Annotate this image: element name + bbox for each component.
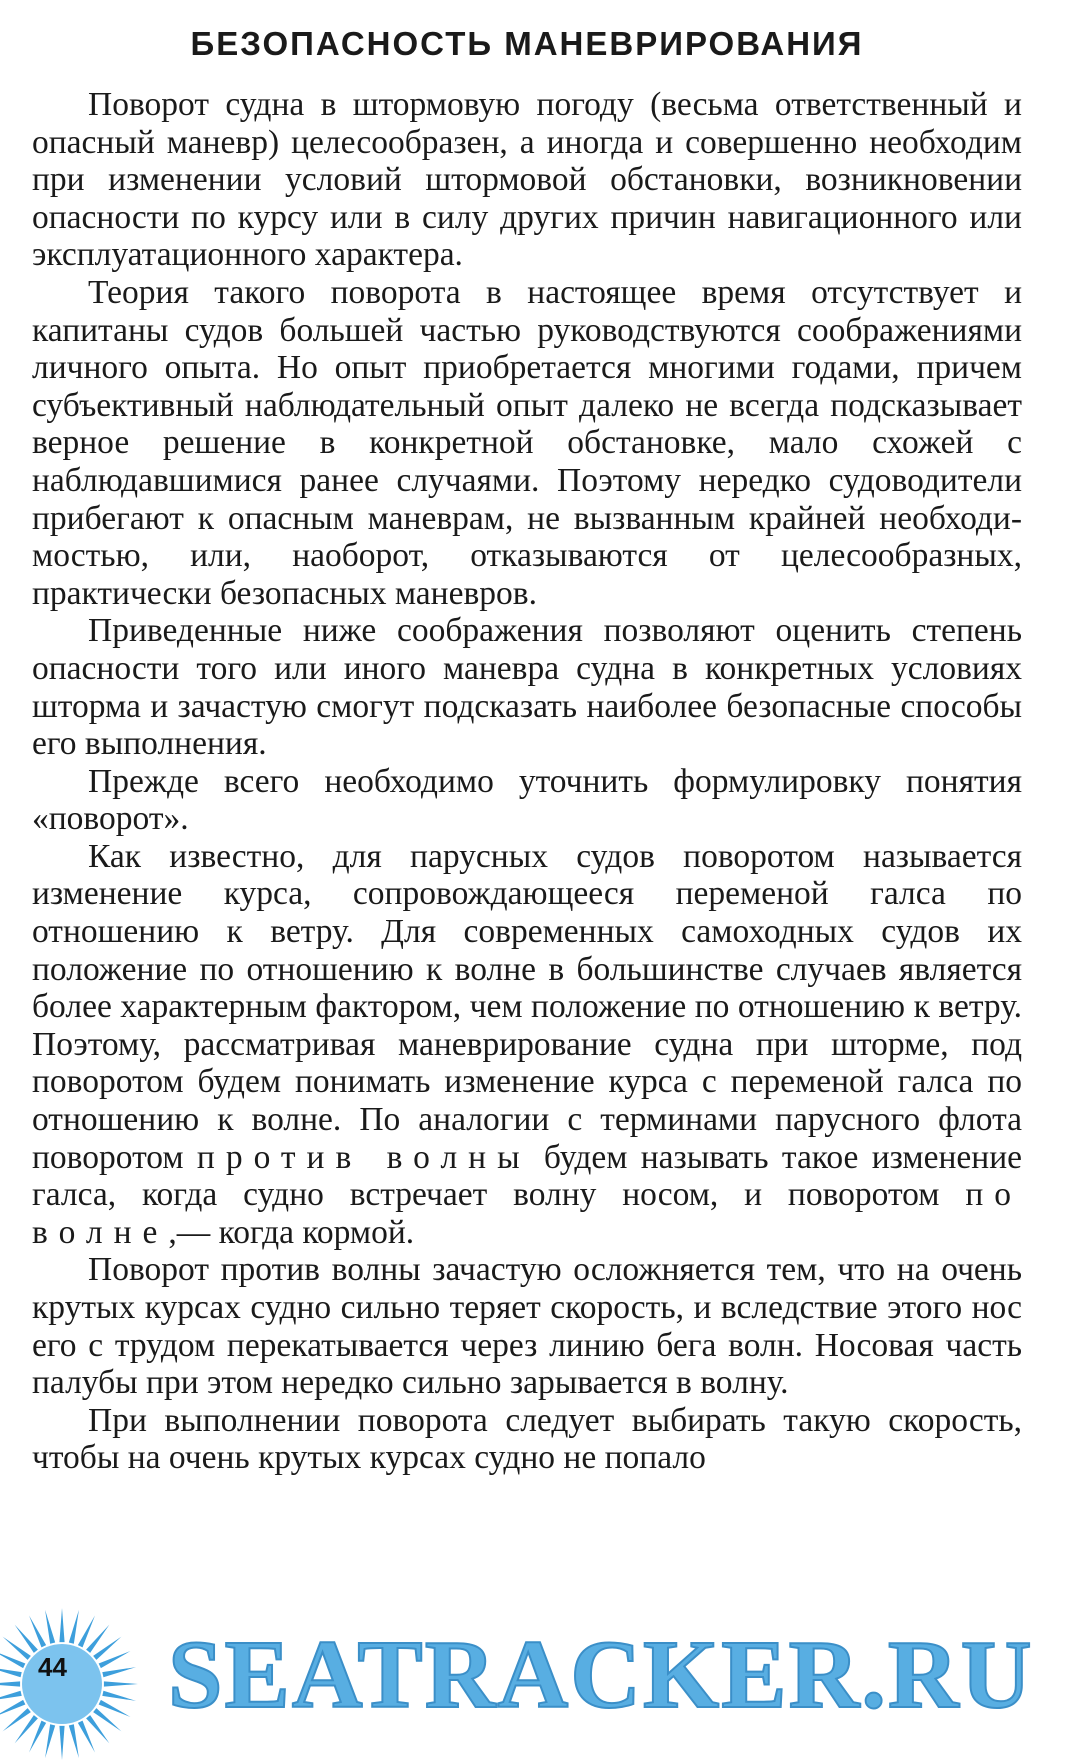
page-heading: БЕЗОПАСНОСТЬ МАНЕВРИРОВАНИЯ <box>190 25 864 62</box>
paragraph-5-part-c: ,— когда кормой. <box>168 1213 415 1251</box>
paragraph-5-part-a: Как известно, для парусных судов поворотом называется изменение курса, сопровождающееся переменой галса по отношению к ветру. Для современных самоходных судов их положение по отношению к волне в большинстве случаев является более характерным фактором, чем положение по отношению к ветру. Поэтому, рассматривая маневрирование судна при шторме, под поворотом будем понимать изменение курса с переменой галса по отношению к волне. По аналогии с терминами парусного флота поворотом <box>32 837 1022 1176</box>
watermark-logo: SEATRACKER.RU <box>168 1621 1034 1729</box>
paragraph-1: Поворот судна в штормовую погоду (весьма ответственный и опасный маневр) целесообразен, а иногда и совершенно необходим при изменении условий штормовой обстановки, возникновении опасности по курсу или в силу других причин навигационного или эксплуатационного характера. <box>32 86 1022 274</box>
page-number: 44 <box>38 1652 67 1682</box>
paragraph-6: Поворот против волны зачастую осложняется тем, что на очень крутых курсах судно сильно теряет скорость, и вследствие этого нос его с трудом перекатывается через линию бега волн. Носовая часть палубы при этом нередко сильно зарывается в волну. <box>32 1251 1022 1402</box>
paragraph-4: Прежде всего необходимо уточнить формулировку понятия «поворот». <box>32 762 1022 838</box>
body-text <box>32 86 1022 1477</box>
paragraph-5 <box>32 838 1022 1252</box>
sun-logo-icon <box>0 1604 160 1764</box>
footer <box>0 1604 1080 1764</box>
paragraph-5-part-b: будем называть такое изменение галса, когда судно встречает волну носом, и поворотом <box>32 1138 1022 1214</box>
paragraph-7: При выполнении поворота следует выбирать такую скорость, чтобы на очень крутых курсах судно не попало <box>32 1401 1022 1477</box>
page <box>32 20 1022 1477</box>
term-against-wave: против волны <box>196 1138 531 1176</box>
paragraph-3: Приведенные ниже соображения позволяют оценить степень опасности того или иного маневра судна в конкретных условиях шторма и зачастую смогут подсказать наиболее безопасные способы его выполнения. <box>32 612 1022 763</box>
paragraph-2: Теория такого поворота в настоящее время отсутствует и капитаны судов большей частью руководствуются соображениями личного опыта. Но опыт приобретается многими годами, причем субъективный наблюдательный опыт далеко не всегда подсказывает верное решение в конкретной обстановке, мало схожей с наблюдавшимися ранее случаями. Поэтому нередко судоводители прибегают к опасным маневрам, не вызванным крайней необходимостью, или, наоборот, отказываются от целесообразных, практически безопасных маневров. <box>32 273 1022 612</box>
term-with-wave: по волне <box>32 1176 1022 1251</box>
